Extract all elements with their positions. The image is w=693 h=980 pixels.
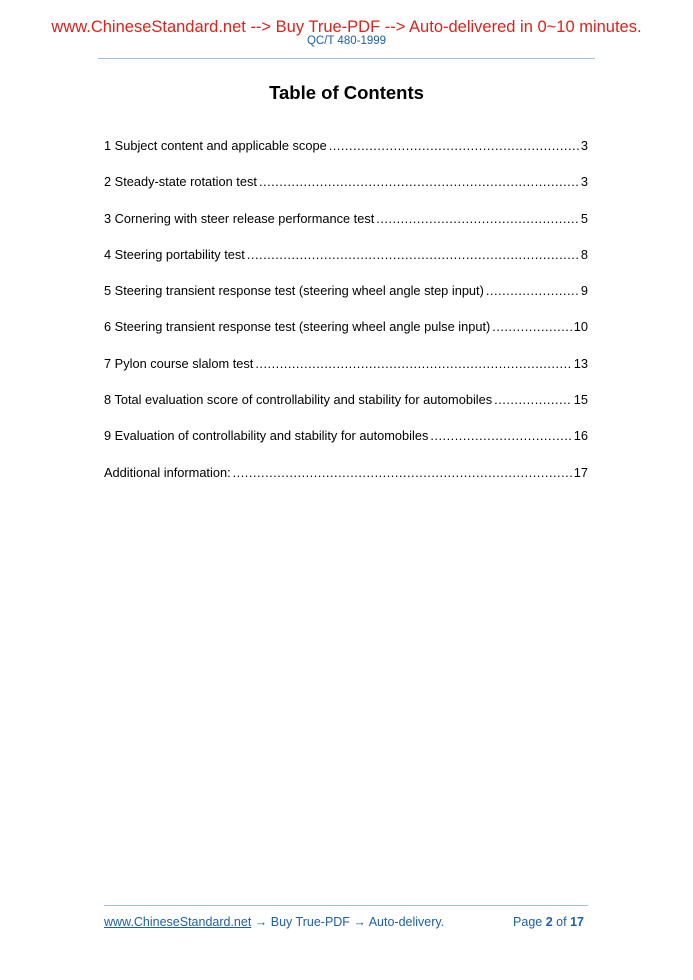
toc-entry[interactable] [104, 247, 588, 283]
toc-entry[interactable] [104, 356, 588, 392]
toc-entry[interactable] [104, 283, 588, 319]
header-divider [98, 58, 595, 59]
toc-entry-page: 3 [580, 138, 588, 153]
toc-dot-leader [329, 138, 579, 153]
toc-entry[interactable] [104, 465, 588, 501]
toc-dot-leader [247, 247, 579, 262]
footer-promo [104, 915, 444, 929]
toc-entry-page: 5 [580, 210, 588, 226]
toc-entry-label: 6 Steering transient response test (steering wheel angle pulse input) [104, 319, 491, 335]
toc-entry-page: 17 [573, 464, 588, 480]
toc-entry-label: 3 Cornering with steer release performance test [104, 210, 375, 226]
toc-entry-page: 10 [573, 319, 588, 335]
toc-dot-leader [259, 174, 579, 189]
toc-entry[interactable] [104, 138, 588, 174]
toc-entry-page: 15 [573, 392, 588, 408]
page-title: Table of Contents [269, 82, 424, 103]
footer-site-link[interactable]: www.ChineseStandard.net [104, 915, 252, 929]
toc-entry-label: 8 Total evaluation score of controllability and stability for automobiles [104, 392, 493, 408]
toc-entry-label: 4 Steering portability test [104, 246, 245, 262]
current-page-number: 2 [545, 915, 553, 929]
toc-entry-label: 7 Pylon course slalom test [104, 355, 254, 371]
toc-entry[interactable] [104, 174, 588, 210]
toc-entry-page: 8 [580, 246, 588, 262]
table-of-contents [104, 138, 588, 501]
toc-dot-leader [492, 319, 571, 334]
toc-entry-page: 3 [580, 174, 588, 190]
toc-entry-label: Additional information: [104, 464, 231, 480]
toc-entry[interactable] [104, 428, 588, 464]
toc-dot-leader [255, 356, 571, 371]
toc-entry-label: 9 Evaluation of controllability and stability for automobiles [104, 428, 429, 444]
toc-dot-leader [430, 428, 571, 443]
footer-divider [104, 905, 588, 906]
toc-entry-page: 9 [580, 283, 588, 299]
toc-entry-label: 2 Steady-state rotation test [104, 174, 257, 190]
document-code: QC/T 480-1999 [306, 35, 387, 47]
toc-dot-leader [233, 465, 572, 480]
toc-entry-label: 1 Subject content and applicable scope [104, 138, 327, 153]
toc-entry-label: 5 Steering transient response test (steering wheel angle step input) [104, 283, 484, 299]
toc-entry-page: 13 [573, 355, 588, 371]
toc-dot-leader [494, 392, 572, 407]
toc-entry-page: 16 [573, 428, 588, 444]
page-word: Page [513, 915, 543, 929]
toc-dot-leader [376, 211, 579, 226]
total-page-count: 17 [570, 915, 584, 929]
toc-entry[interactable] [104, 319, 588, 355]
toc-entry[interactable] [104, 211, 588, 247]
page-indicator [513, 915, 584, 929]
toc-entry[interactable] [104, 392, 588, 428]
toc-dot-leader [486, 283, 579, 298]
promo-banner-link[interactable]: www.ChineseStandard.net --> Buy True-PDF --> Auto-delivered in 0~10 minutes. [51, 18, 642, 36]
of-word: of [556, 915, 567, 929]
footer-promo-text: → Buy True-PDF → Auto-delivery. [251, 915, 445, 929]
